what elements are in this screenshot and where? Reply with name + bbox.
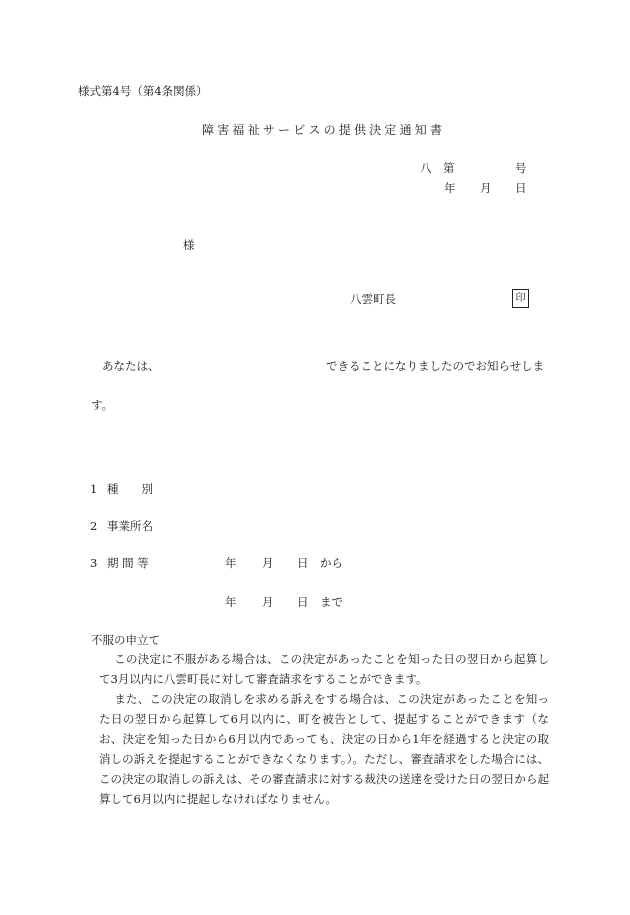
appeal-heading: 不服の申立て — [91, 633, 160, 647]
appeal-paragraph-2-text: また、この決定の取消しを求める訴えをする場合は、この決定があったことを知った日の翌日から起算して6月以内に、町を被告として、提起することができます（なお、決定を知った日から6月以内であっても、決定の日から1年を経過すると決定の取消しの訴えを提起することができなくなります。）。ただし、審査請求をした場合には、この決定の取消しの訴えは、その審査請求に対する裁決の送達を受けた日の翌日から起算して6月以内に提起しなければなりません。 — [99, 692, 549, 806]
period-to-suffix: まで — [320, 595, 343, 609]
recipient-suffix: 様 — [183, 238, 195, 252]
item-2-number: 2 — [90, 519, 98, 533]
form-header: 様式第4号（第4条関係） — [78, 84, 208, 98]
date-day: 日 — [515, 181, 527, 195]
item-1-number: 1 — [90, 482, 98, 496]
item-1-label: 種 別 — [107, 482, 153, 496]
reference-number-suffix: 号 — [515, 161, 527, 175]
item-2-label: 事業所名 — [107, 519, 153, 533]
reference-number-prefix: 八 第 — [420, 161, 455, 175]
period-to-year: 年 — [225, 595, 237, 609]
appeal-paragraph-2 — [99, 689, 549, 809]
period-from-day: 日 — [297, 556, 309, 570]
date-year: 年 — [444, 181, 456, 195]
notice-line-end: できることになりましたのでお知らせしま — [326, 359, 545, 373]
item-3-number: 3 — [90, 556, 98, 570]
issuer-name: 八雲町長 — [350, 292, 396, 306]
notice-line-start: あなたは、 — [102, 359, 160, 373]
document-title: 障害福祉サービスの提供決定通知書 — [202, 123, 446, 137]
period-from-month: 月 — [262, 556, 274, 570]
item-3-label: 期 間 等 — [107, 556, 149, 570]
date-month: 月 — [480, 181, 492, 195]
period-to-day: 日 — [297, 595, 309, 609]
period-to-month: 月 — [262, 595, 274, 609]
period-from-suffix: から — [320, 556, 343, 570]
appeal-paragraph-1 — [99, 649, 549, 689]
seal-mark: 印 — [512, 289, 529, 308]
appeal-paragraph-1-text: この決定に不服がある場合は、この決定があったことを知った日の翌日から起算して3月以内に八雲町長に対して審査請求をすることができます。 — [99, 652, 549, 686]
period-from-year: 年 — [225, 556, 237, 570]
notice-line-continuation: す。 — [91, 398, 114, 412]
